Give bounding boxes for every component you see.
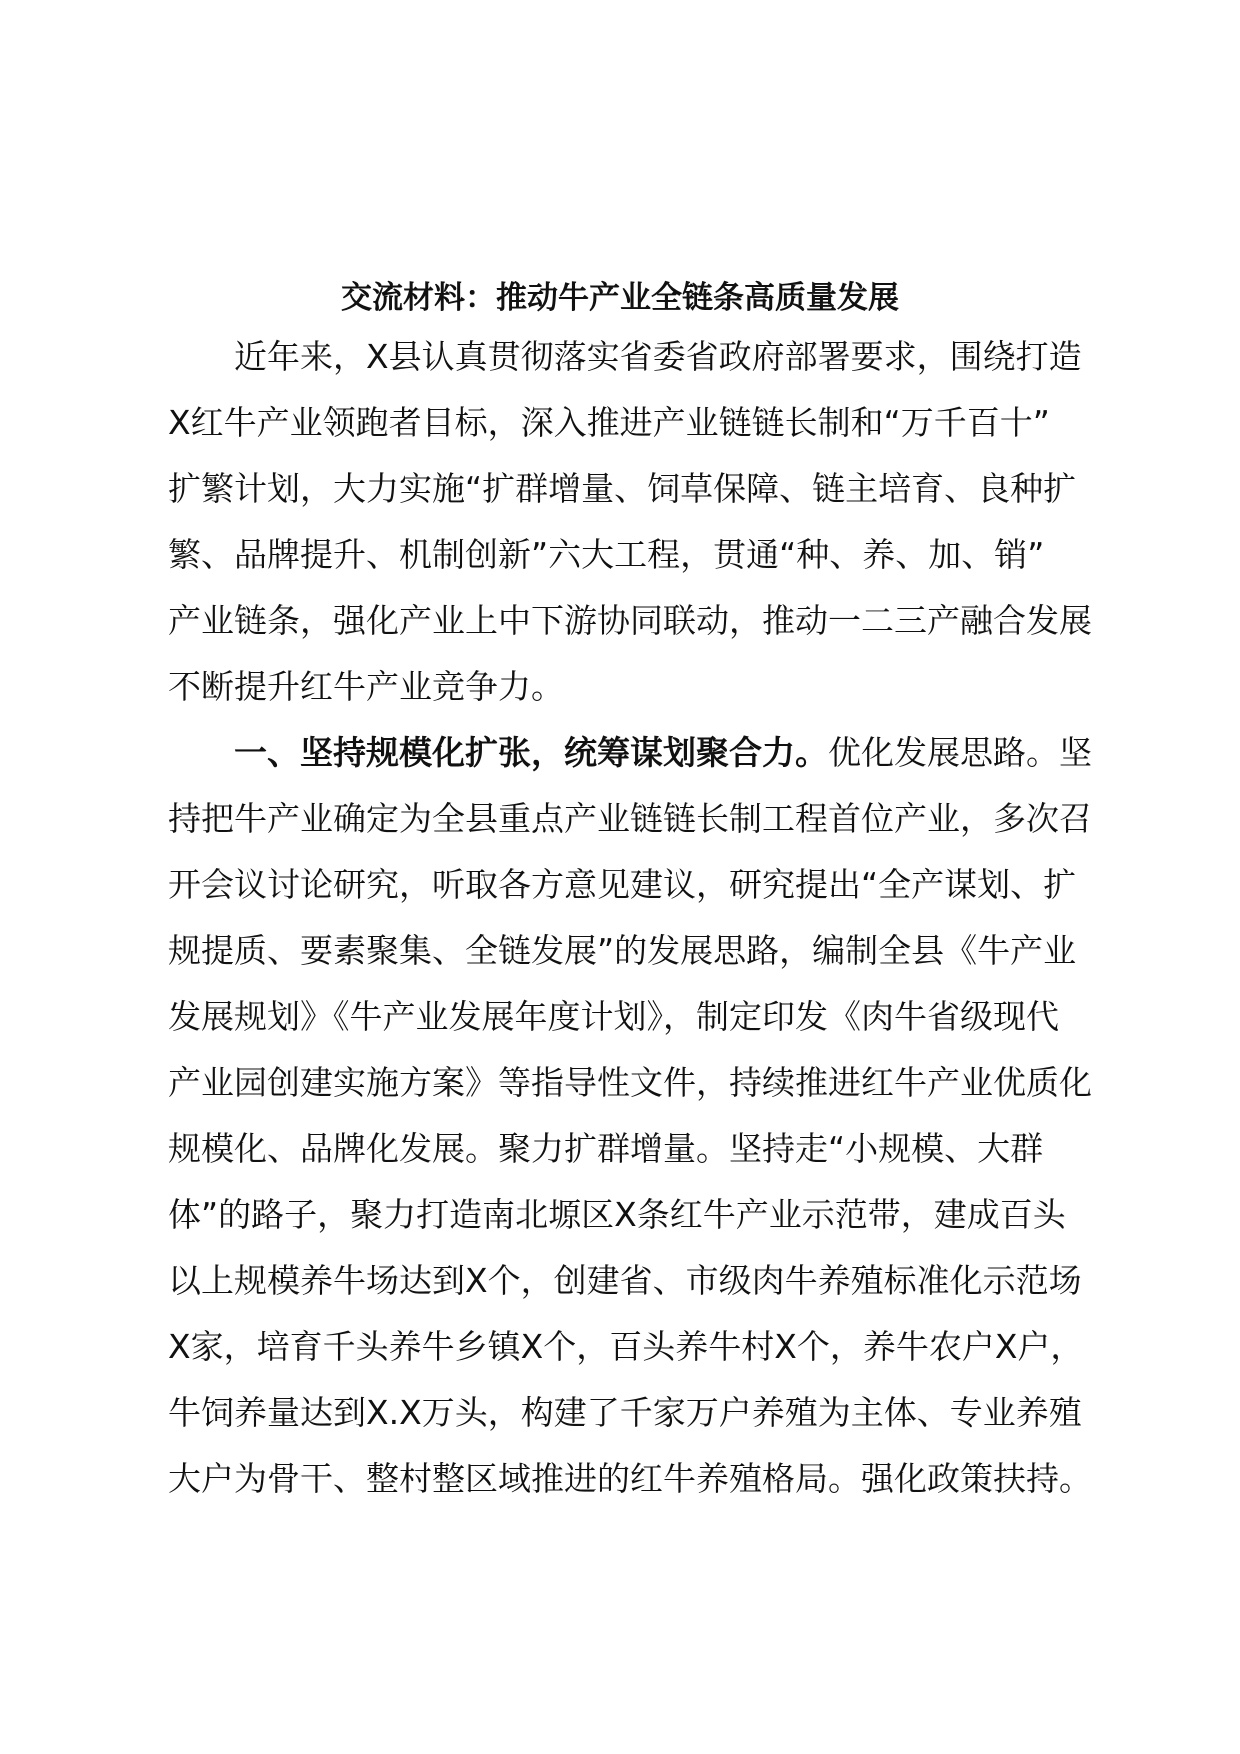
text-line <box>168 720 1098 786</box>
text-line: 繁、品牌提升、机制创新”六大工程，贯通“种、养、加、销” <box>168 535 1045 574</box>
text-line: 发展规划》《牛产业发展年度计划》，制定印发《肉牛省级现代 <box>168 997 1059 1036</box>
text-line: 近年来，X县认真贯彻落实省委省政府部署要求，围绕打造 <box>234 337 1082 376</box>
text-line: 持把牛产业确定为全县重点产业链链长制工程首位产业，多次召 <box>168 799 1092 838</box>
section-heading-rest: 优化发展思路。坚 <box>828 733 1092 772</box>
text-line: 以上规模养牛场达到X个，创建省、市级肉牛养殖标准化示范场 <box>168 1261 1082 1300</box>
text-line: 大户为骨干、整村整区域推进的红牛养殖格局。强化政策扶持。 <box>168 1459 1092 1498</box>
text-line: 产业园创建实施方案》等指导性文件，持续推进红牛产业优质化 <box>168 1063 1092 1102</box>
section-heading: 一、坚持规模化扩张，统筹谋划聚合力。 <box>234 733 828 772</box>
text-line: 不断提升红牛产业竞争力。 <box>168 667 564 706</box>
text-line: X红牛产业领跑者目标，深入推进产业链链长制和“万千百十” <box>168 403 1050 442</box>
text-line: 体”的路子，聚力打造南北塬区X条红牛产业示范带，建成百头 <box>168 1195 1066 1234</box>
text-line: 规提质、要素聚集、全链发展”的发展思路，编制全县《牛产业 <box>168 931 1077 970</box>
text-line: 牛饲养量达到X.X万头，构建了千家万户养殖为主体、专业养殖 <box>168 1393 1082 1432</box>
text-line: X家，培育千头养牛乡镇X个，百头养牛村X个，养牛农户X户， <box>168 1327 1084 1366</box>
text-line: 规模化、品牌化发展。聚力扩群增量。坚持走“小规模、大群 <box>168 1129 1044 1168</box>
text-line: 产业链条，强化产业上中下游协同联动，推动一二三产融合发展 <box>168 601 1092 640</box>
text-line: 扩繁计划，大力实施“扩群增量、饲草保障、链主培育、良种扩 <box>168 469 1077 508</box>
document-title: 交流材料：推动牛产业全链条高质量发展 <box>341 280 899 316</box>
paragraph-intro <box>168 324 1098 720</box>
text-line: 开会议讨论研究，听取各方意见建议，研究提出“全产谋划、扩 <box>168 865 1077 904</box>
paragraph-section-one <box>168 720 1098 1512</box>
